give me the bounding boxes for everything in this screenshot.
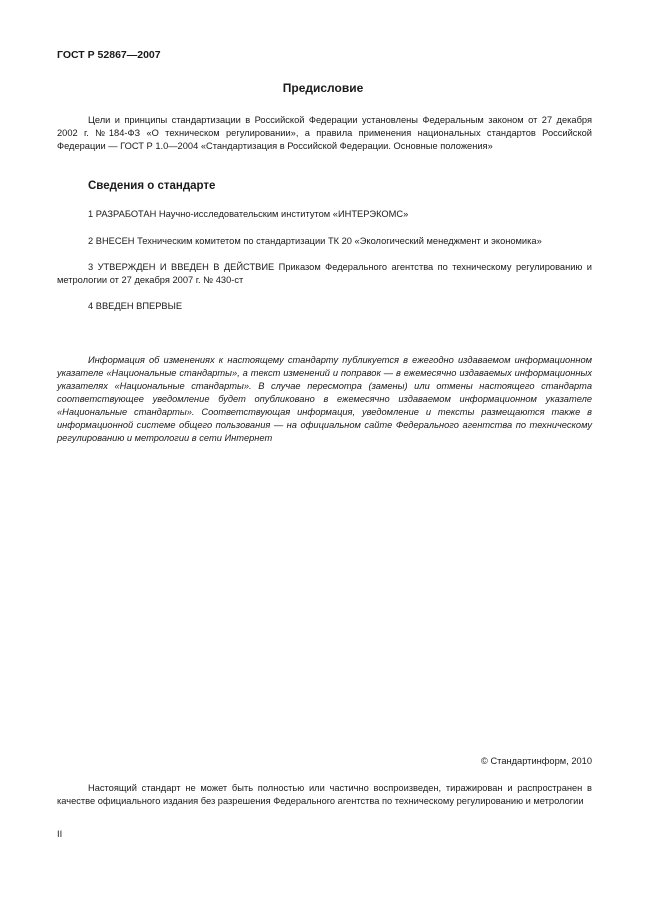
- page-number: II: [57, 829, 63, 839]
- reproduction-notice: Настоящий стандарт не может быть полностью или частично воспроизведен, тиражирован и распространен в качестве официального издания без разрешения Федерального агентства по техническому регулированию и метрологии: [57, 783, 592, 806]
- standard-info-title: Сведения о стандарте: [88, 180, 216, 192]
- foreword-title: Предисловие: [282, 81, 364, 95]
- standard-info-item-2: 2 ВНЕСЕН Техническим комитетом по стандартизации ТК 20 «Экологический менеджмент и экономика»: [88, 236, 542, 246]
- standard-info-item-4: 4 ВВЕДЕН ВПЕРВЫЕ: [88, 301, 183, 311]
- standard-info-item-3: 3 УТВЕРЖДЕН И ВВЕДЕН В ДЕЙСТВИЕ Приказом Федерального агентства по техническому регулированию и метрологии от 27 декабря 2007 г. № 430-ст: [57, 262, 592, 285]
- foreword-text: Цели и принципы стандартизации в Российской Федерации установлены Федеральным законом от 27 декабря 2002 г. №184-ФЗ «О техническом регулировании», а правила применения национальных стандартов Российской Федерации — ГОСТ Р 1.0—2004 «Стандартизация в Российской Федерации. Основные положения»: [57, 115, 592, 151]
- document-header: ГОСТ Р 52867—2007: [57, 49, 161, 61]
- amendment-notice: Информация об изменениях к настоящему стандарту публикуется в ежегодно издаваемом информационном указателе «Национальные стандарты», а текст изменений и поправок — в ежемесячно издаваемых информационных указателях «Национальные стандарты». В случае пересмотра (замены) или отмены настоящего стандарта соответствующее уведомление будет опубликовано в ежемесячно издаваемом информационном указателе «Национальные стандарты». Соответствующая информация, уведомление и тексты размещаются также в информационной системе общего пользования — на официальном сайте Федерального агентства по техническому регулированию и метрологии в сети Интернет: [57, 355, 592, 443]
- standard-info-item-1: 1 РАЗРАБОТАН Научно-исследовательским институтом «ИНТЕРЭКОМС»: [88, 209, 409, 219]
- copyright-line: © Стандартинформ, 2010: [481, 756, 592, 766]
